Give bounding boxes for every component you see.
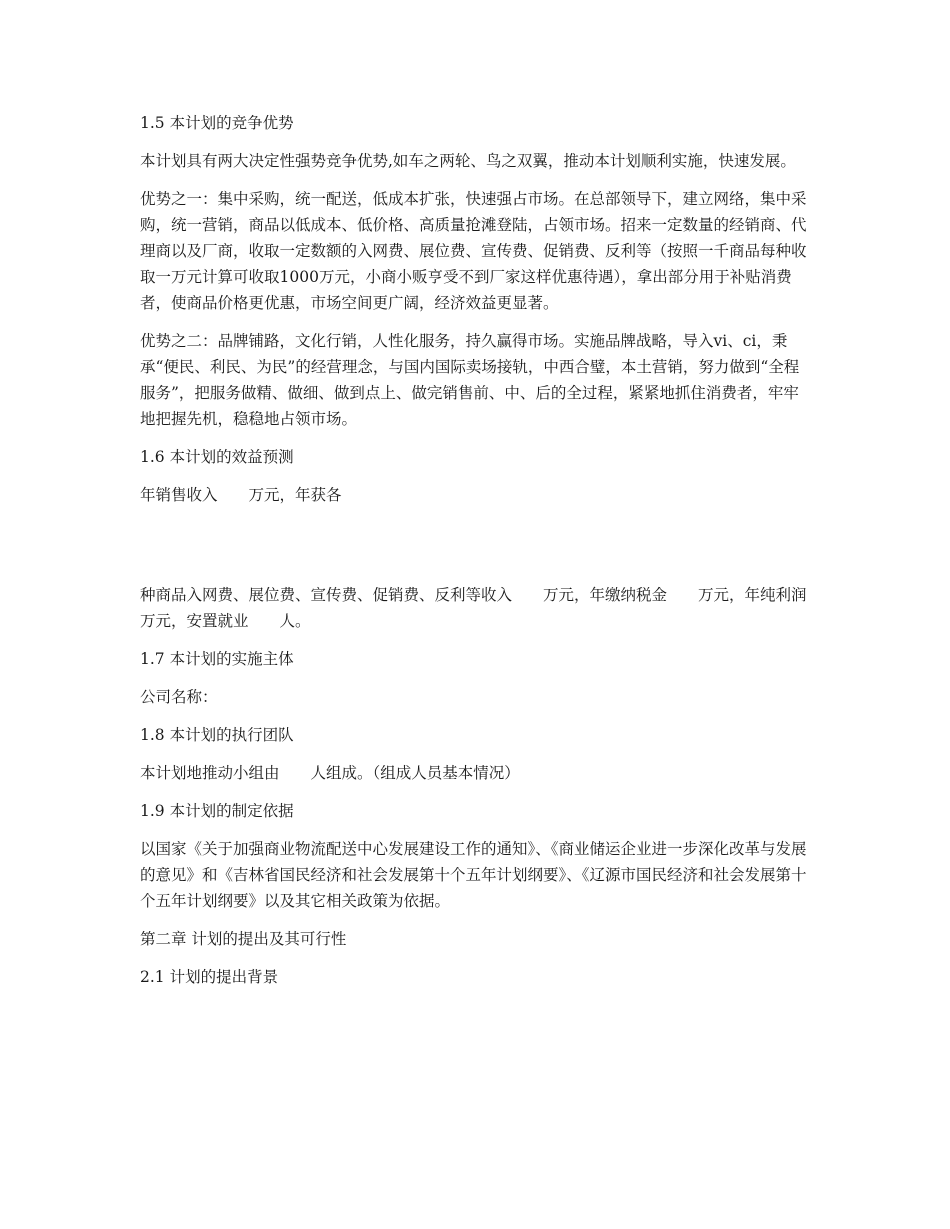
heading-2-1: 2.1 计划的提出背景 [140,968,279,986]
heading-chapter-2: 第二章 计划的提出及其可行性 [140,930,347,948]
paragraph-advantage-2: 优势之二：品牌铺路，文化行销，人性化服务，持久赢得市场。实施品牌战略，导入vi、ci，秉承“便民、利民、为民”的经营理念，与国内国际卖场接轨，中西合璧，本土营销，努力做到“全程服务”，把服务做精、做细、做到点上、做完销售前、中、后的全过程，紧紧地抓住消费者，牢牢地把握先机，稳稳地占领市场。 [140,332,800,428]
paragraph-team: 本计划地推动小组由 人组成。（组成人员基本情况） [140,764,520,782]
document-page [140,110,838,1002]
heading-1-5: 1.5 本计划的竞争优势 [140,114,294,132]
blank-space [140,520,810,582]
paragraph-company-name: 公司名称： [140,688,218,706]
heading-1-8: 1.8 本计划的执行团队 [140,726,294,744]
paragraph-revenue: 年销售收入 万元，年获各 [140,486,342,504]
heading-1-9: 1.9 本计划的制定依据 [140,802,294,820]
paragraph-1-5-intro: 本计划具有两大决定性强势竞争优势,如车之两轮、鸟之双翼，推动本计划顺利实施，快速发展。 [140,152,796,170]
paragraph-advantage-1: 优势之一：集中采购，统一配送，低成本扩张，快速强占市场。在总部领导下，建立网络，集中采购，统一营销，商品以低成本、低价格、高质量抢滩登陆，占领市场。招来一定数量的经销商、代理商以及厂商，收取一定数额的入网费、展位费、宣传费、促销费、反利等（按照一千商品每种收取一万元计算可收取1000万元，小商小贩亨受不到厂家这样优惠待遇），拿出部分用于补贴消费者，使商品价格更优惠，市场空间更广阔，经济效益更显著。 [140,190,807,312]
heading-1-7: 1.7 本计划的实施主体 [140,650,294,668]
heading-1-6: 1.6 本计划的效益预测 [140,448,294,466]
paragraph-income: 种商品入网费、展位费、宣传费、促销费、反利等收入 万元，年缴纳税金 万元，年纯利润 万元，安置就业 人。 [140,586,838,630]
paragraph-basis: 以国家《关于加强商业物流配送中心发展建设工作的通知》、《商业储运企业进一步深化改革与发展的意见》和《吉林省国民经济和社会发展第十个五年计划纲要》、《辽源市国民经济和社会发展第十个五年计划纲要》以及其它相关政策为依据。 [140,840,807,910]
